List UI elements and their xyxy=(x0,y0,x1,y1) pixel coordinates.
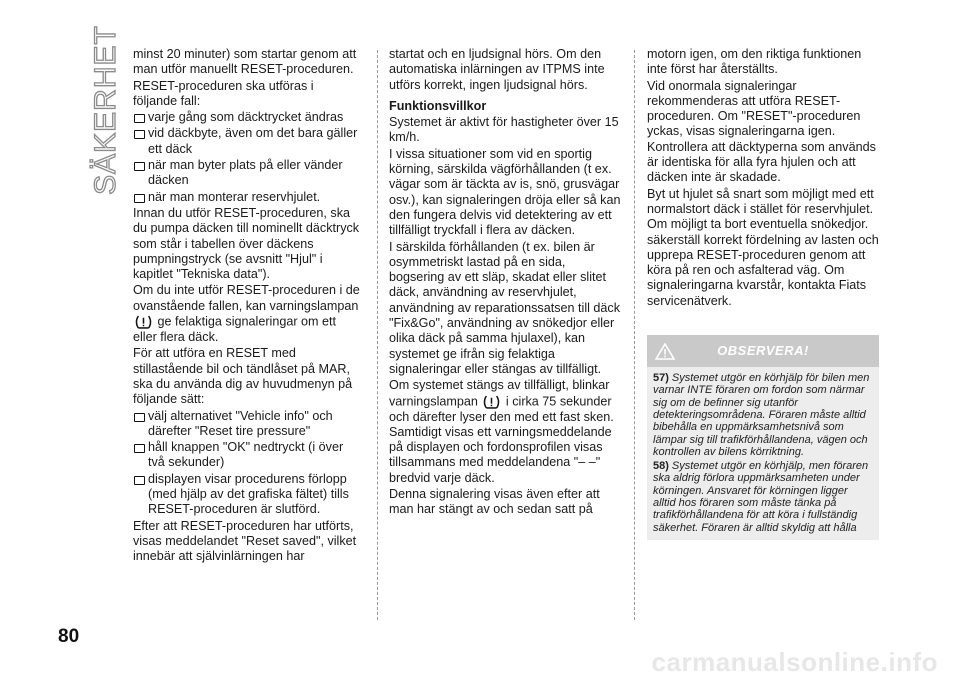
list-item: displayen visar procedurens förlopp (med hjälp av det grafiska fältet) tills RESET-proceduren är slutförd. xyxy=(133,472,361,518)
warning-box-title: OBSERVERA! xyxy=(717,343,809,359)
watermark: carmanualsonline.info xyxy=(651,647,938,677)
paragraph: I särskilda förhållanden (t ex. bilen är osymmetriskt lastad på en sida, bogsering av ett släp, skadat eller slitet däck, användning av reservhjulet, användning av reparationssatsen till däck "Fix&Go", användning av snökedjor eller olika däck på samma hjulaxel), kan systemet ge ifrån sig felaktiga signaleringar eller stängas av tillfälligt. xyxy=(389,239,621,376)
paragraph-text-before: Om systemet stängs av tillfälligt, blinkar varningslampan xyxy=(389,378,610,408)
note-number: 58) xyxy=(653,460,669,473)
paragraph: Vid onormala signaleringar rekommenderas att utföra RESET-proceduren. Om "RESET"-proceduren yckas, visas signaleringarna igen. Kontrollera att däcktyperna som används är identiska för alla fyra hjulen och att däcken inte är skadade. xyxy=(647,78,876,185)
column-divider xyxy=(634,50,635,620)
paragraph xyxy=(389,378,621,486)
paragraph: RESET-proceduren ska utföras i följande fall: xyxy=(133,78,314,108)
paragraph: motorn igen, om den riktiga funktionen inte först har återställts. xyxy=(647,47,862,77)
tire-pressure-warning-icon xyxy=(483,394,500,410)
warning-note xyxy=(653,372,873,458)
paragraph-text-before: Om du inte utför RESET-proceduren i de ovanstående fallen, kan varningslampan xyxy=(133,283,360,313)
paragraph: Denna signalering visas även efter att man har stängt av och sedan satt på xyxy=(389,487,600,517)
paragraph: I vissa situationer som vid en sportig körning, särskilda vägförhållanden (t ex. vägar som är täckta av is, snö, grusvägar osv.), kan signaleringen dröja eller så kan den fungera delvis vid detektering av ett tillfälligt tryckfall i flera av däcken. xyxy=(389,146,621,238)
list-item: välj alternativet "Vehicle info" och därefter "Reset tire pressure" xyxy=(133,409,361,440)
paragraph: minst 20 minuter) som startar genom att man utför manuellt RESET-proceduren. xyxy=(133,47,357,77)
column-divider xyxy=(377,50,378,620)
warning-box-header xyxy=(647,335,879,367)
note-number: 57) xyxy=(653,372,669,385)
text-column-3 xyxy=(647,47,879,540)
note-text: Systemet utgör en körhjälp, men föraren ska aldrig förlora uppmärksamheten under körningen. Ansvaret för körningen ligger alltid hos föraren som måste tänka på trafikförhållandena för att köra i fullständig säkerhet. Föraren är alltid skyldig att hålla xyxy=(653,460,869,534)
warning-note xyxy=(653,460,873,534)
paragraph: Efter att RESET-proceduren har utförts, visas meddelandet "Reset saved", vilket innebär att självinlärningen har xyxy=(133,518,357,564)
list-item: varje gång som däcktrycket ändras xyxy=(133,110,361,125)
list-item: vid däckbyte, även om det bara gäller ett däck xyxy=(133,126,361,157)
paragraph xyxy=(133,283,361,345)
warning-triangle-icon xyxy=(655,343,675,360)
paragraph: startat och en ljudsignal hörs. Om den automatiska inlärningen av ITPMS inte utförs korrekt, ingen ljudsignal hörs. xyxy=(389,47,605,92)
paragraph: Innan du utför RESET-proceduren, ska du pumpa däcken till nominellt däcktryck som står i tabellen över däckens pumpningstryck (se avsnitt "Hjul" i kapitlet "Tekniska data"). xyxy=(133,205,360,282)
section-heading: Funktionsvillkor xyxy=(389,98,487,113)
section-tab xyxy=(86,25,126,195)
tire-pressure-warning-icon xyxy=(135,314,152,330)
paragraph-text-after: ge felaktiga signaleringar om ett eller flera däck. xyxy=(133,314,337,345)
paragraph: Byt ut hjulet så snart som möjligt med ett normalstort däck i stället för reservhjulet. Om möjligt ta bort eventuella snökedjor. säkerställ korrekt fördelning av lasten och upprepa RESET-proceduren genom att köra på ren och asfalterad väg. Om signaleringarna kvarstår, kontakta Fiats servicenätverk. xyxy=(647,186,879,308)
list-item: när man byter plats på eller vänder däcken xyxy=(133,158,361,189)
page-number: 80 xyxy=(58,626,80,647)
paragraph-text-after: i cirka 75 sekunder och därefter lyser den med ett fast sken. Samtidigt visas ett varningsmeddelande på displayen och fordonsprofilen visas tillsammans med meddelandena "– –" bredvid varje däck. xyxy=(389,393,614,485)
note-text: Systemet utgör en körhjälp för bilen men varnar INTE föraren om fordon som närmar sig om de befinner sig utanför detekteringsområdena. Föraren måste alltid bibehålla en uppmärksamhetsnivå som lämpar sig till trafikförhållandena, vägen och kontrollen av bilens körriktning. xyxy=(653,372,870,458)
list-item: håll knappen "OK" nedtryckt (i över två sekunder) xyxy=(133,440,361,471)
text-column-2 xyxy=(389,47,621,519)
section-tab-label: SÄKERHET xyxy=(89,25,122,195)
paragraph: Systemet är aktivt för hastigheter över 15 km/h. xyxy=(389,115,619,145)
list-item: när man monterar reservhjulet. xyxy=(133,190,361,205)
text-column-1 xyxy=(133,47,361,566)
paragraph: För att utföra en RESET med stillastående bil och tändlåset på MAR, ska du använda dig av huvudmenyn på följande sätt: xyxy=(133,346,353,407)
warning-box-body xyxy=(647,367,879,540)
